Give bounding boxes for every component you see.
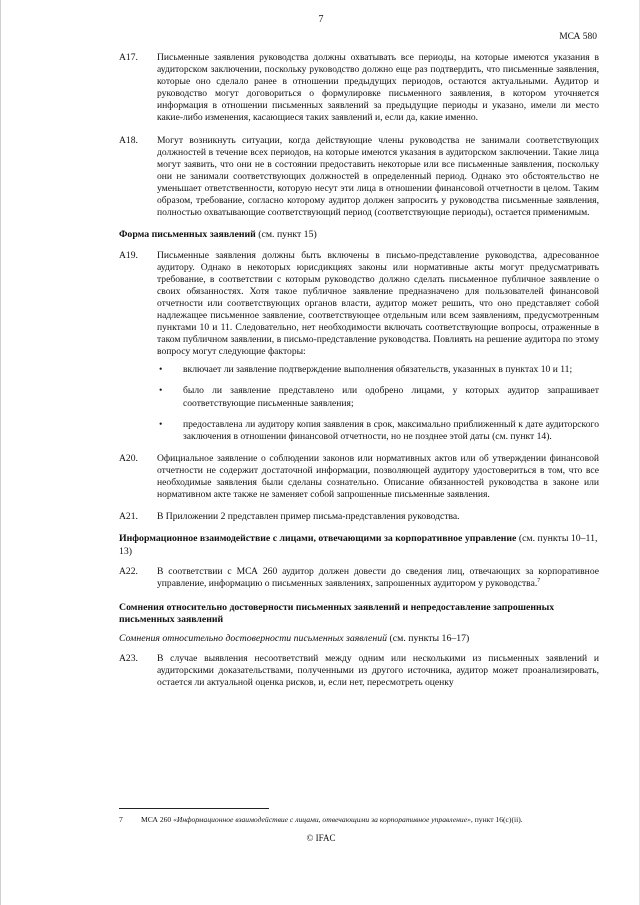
paragraph-a18: [119, 135, 599, 220]
paragraph-number: A22.: [119, 565, 138, 577]
paragraph-a21: [119, 511, 599, 523]
subheading-reference: (см. пункты 16–17): [387, 632, 470, 644]
list-item: • было ли заявление представлено или одобрено лицами, у которых аудитор запрашивает соответствующие письменные заявления;: [159, 385, 599, 409]
subsection-heading: [119, 633, 599, 645]
paragraph-text: В случае выявления несоответствий между одним или несколькими из письменных заявлений и аудиторскими доказательствами, полученными из другого источника, аудитор может проанализировать, остается ли актуальной оценка рисков, и, если нет, пересмотреть оценку: [157, 652, 599, 689]
subheading-text: Сомнения относительно достоверности письменных заявлений: [119, 632, 388, 644]
standard-label: МСА 580: [559, 32, 597, 42]
paragraph-a23: [119, 653, 599, 689]
footnote-text: МСА 260 «Информационное взаимодействие с лицами, отвечающими за корпоративное управление», пункт 16(c)(ii).: [141, 815, 523, 824]
bullet-list: [157, 364, 599, 442]
footnote-mark: 7: [119, 815, 123, 824]
paragraph-text: Письменные заявления руководства должны охватывать все периоды, на которые имеются указания в аудиторском заключении, поскольку руководство должно еще раз подтвердить, что письменные заявления, которые оно сделало ранее в отношении предыдущих периодов, остаются актуальными. Аудитор и руководство могут договориться о формулировке письменного заявления, в котором уточняется информация в отношении письменных заявлений за предыдущие периоды и указано, имели ли место какие-либо изменения, касающиеся таких заявлений и, если да, какие именно.: [157, 52, 599, 124]
section-heading-doubts: Сомнения относительно достоверности письменных заявлений и непредоставление запрошенных письменных заявлений: [119, 602, 555, 626]
paragraph-a20: [119, 453, 599, 501]
footnote-reference: 7: [537, 577, 541, 584]
heading-text: Информационное взаимодействие с лицами, отвечающими за корпоративное управление: [119, 533, 517, 545]
heading-reference: (см. пункты 10–11, 13): [119, 533, 598, 557]
list-item: • предоставлена ли аудитору копия заявления в срок, максимально приближенный к дате аудиторского заключения в отношении финансовой отчетности, но не позднее этой даты (см. пункт 14).: [159, 418, 599, 442]
paragraph-text: Могут возникнуть ситуации, когда действующие члены руководства не занимали соответствующих должностей в течение всех периодов, на которые имеются указания в аудиторском заключении. Такие лица могут заявить, что они не в состоянии предоставить некоторые или все письменные заявления, поскольку они не занимали соответствующих должностей в определенный период. Однако это обстоятельство не уменьшает ответственности, которую несут эти лица в отношении финансовой отчетности в целом. Таким образом, требование, согласно которому аудитор должен запросить у руководства письменные заявления, полностью охватывающие соответствующий период (соответствующие периоды), остается применимым.: [157, 134, 599, 219]
heading-text: Форма письменных заявлений: [119, 229, 256, 241]
section-heading-form: [119, 229, 599, 241]
paragraph-number: A23.: [119, 652, 138, 664]
footnote-separator: [119, 808, 269, 809]
paragraph-text: Официальное заявление о соблюдении законов или нормативных актов или об утверждении финансовой отчетности не содержит достаточной информации, позволяющей аудитору удостовериться в том, что все необходимые заявления были сделаны сознательно. Описание обязанностей руководства в законе или нормативном акте также не заменяет собой запрошенные письменные заявления.: [157, 452, 599, 501]
paragraph-a17: [119, 52, 599, 125]
paragraph-number: A18.: [119, 134, 138, 146]
section-heading-communication: [119, 533, 599, 558]
paragraph-text: В Приложении 2 представлен пример письма-представления руководства.: [157, 511, 460, 523]
paragraph-text: Письменные заявления должны быть включены в письмо-представление руководства, адресованное аудитору. Однако в некоторых юрисдикциях законы или нормативные акты могут предусматривать требование, в соответствии с которым руководство должно сделать письменное публичное заявление о своих обязанностях. Хотя такое публичное заявление предназначено для пользователей финансовой отчетности или соответствующих органов власти, аудитор может решить, что оно представляет собой надлежащее письменное заявление, соответствующее отдельным или всем заявлениям, предусмотренным пунктами 10 и 11. Следовательно, нет необходимости включать соответствующие вопросы, отраженные в таком публичном заявлении, в письмо-представление руководства. Повлиять на решение аудитора по этому вопросу могут следующие факторы:: [157, 249, 599, 358]
paragraph-a19: [119, 250, 599, 443]
paragraph-text: В соответствии с МСА 260 аудитор должен довести до сведения лиц, отвечающих за корпоративное управление, информацию о письменных заявлениях, запрошенных аудитором у руководства.$^7$: [157, 565, 599, 589]
list-item: • включает ли заявление подтверждение выполнения обязательств, указанных в пунктах 10 и 11;: [159, 364, 573, 376]
paragraph-number: A17.: [119, 52, 138, 63]
footer-copyright: © IFAC: [306, 833, 336, 843]
page-content: [119, 52, 599, 699]
page-number: 7: [318, 14, 324, 25]
bullet-icon: •: [159, 385, 163, 397]
bullet-icon: •: [159, 364, 163, 376]
paragraph-number: A21.: [119, 511, 138, 523]
heading-reference: (см. пункт 15): [255, 229, 317, 241]
paragraph-number: A20.: [119, 452, 138, 464]
bullet-icon: •: [159, 418, 163, 430]
paragraph-a22: [119, 566, 599, 590]
paragraph-number: A19.: [119, 249, 138, 261]
